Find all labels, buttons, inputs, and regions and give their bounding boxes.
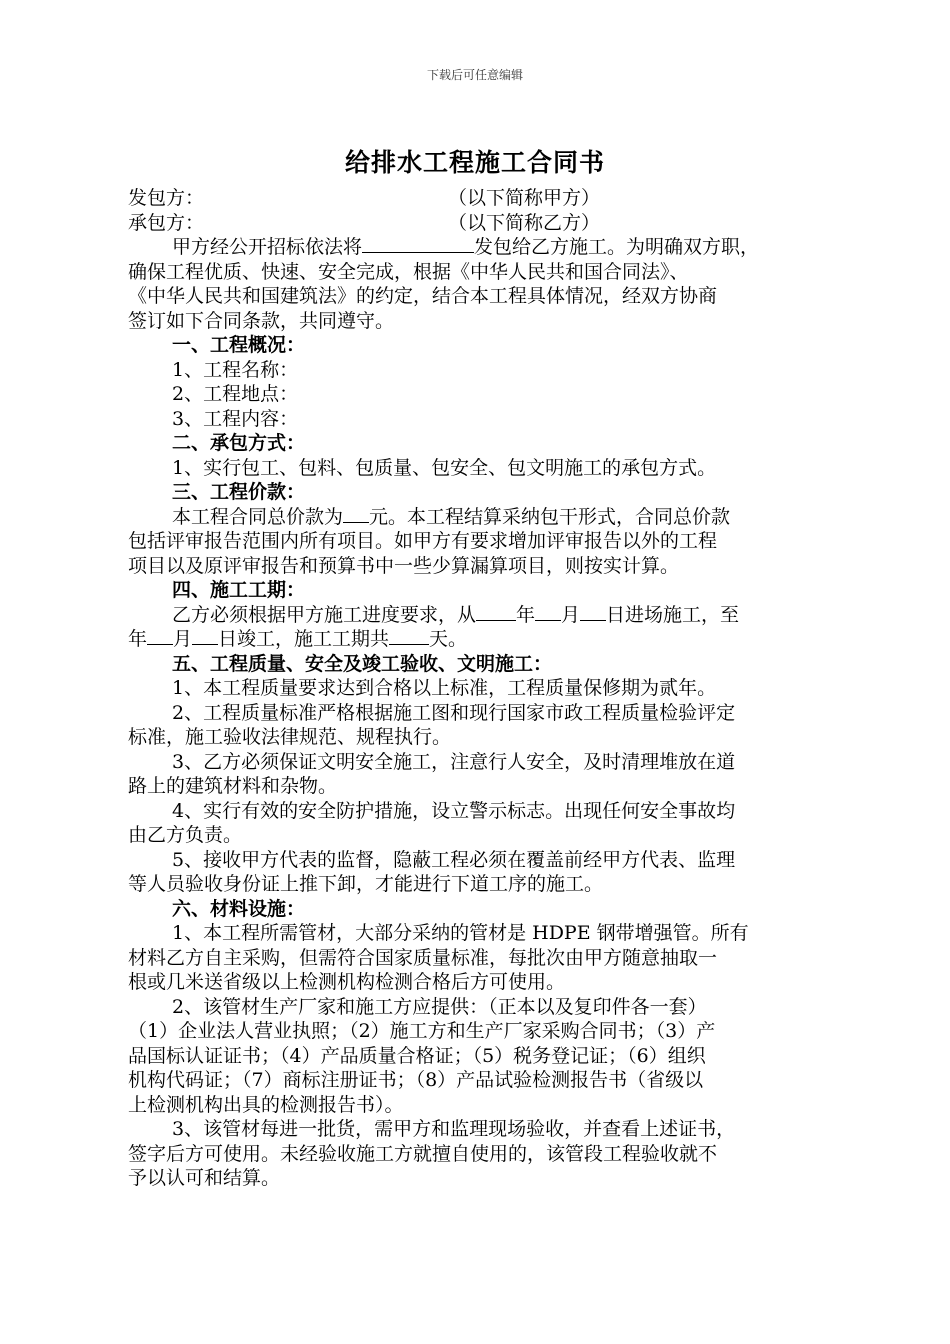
price-line-3: 项目以及原评审报告和预算书中一些少算漏算项目，则按实计算。	[128, 554, 680, 577]
material-item-3-line-2: 签字后方可使用。未经验收施工方就擅自使用的，该管段工程验收就不	[128, 1142, 718, 1165]
schedule-days: 天。	[429, 628, 468, 650]
material-item-2-line-3: 品国标认证证书；（4）产品质量合格证；（5）税务登记证；（6）组织	[128, 1044, 706, 1067]
material-item-2-line-1: 2、该管材生产厂家和施工方应提供：（正本以及复印件各一套）	[172, 995, 707, 1018]
price-line-1	[128, 505, 833, 530]
end-day-blank	[192, 627, 218, 645]
project-blank	[362, 235, 474, 253]
party-b-note: （以下简称乙方）	[448, 211, 601, 234]
quality-item-3-line-1: 3、乙方必须保证文明安全施工，注意行人安全，及时清理堆放在道	[172, 750, 736, 773]
quality-item-4-line-2: 由乙方负责。	[128, 824, 243, 846]
intro-line-4: 签订如下合同条款，共同遵守。	[128, 309, 395, 332]
start-month-blank	[535, 603, 561, 621]
material-item-3-line-3: 予以认可和结算。	[128, 1167, 281, 1189]
project-location-item: 2、工程地点：	[172, 383, 299, 405]
party-b-line	[128, 211, 833, 236]
price-blank	[343, 505, 369, 523]
end-month-blank	[147, 627, 173, 645]
schedule-month-1: 月	[561, 603, 581, 626]
schedule-line-2	[128, 627, 833, 652]
project-name-item: 1、工程名称：	[172, 358, 299, 381]
intro-pre: 甲方经公开招标依法将	[172, 236, 363, 258]
start-year-blank	[476, 603, 516, 621]
price-post: 元。本工程结算采纳包干形式，合同总价款	[369, 505, 731, 528]
material-item-3-line-1: 3、该管材每进一批货，需甲方和监理现场验收，并查看上述证书，	[172, 1118, 736, 1140]
document-title: 给排水工程施工合同书	[344, 148, 605, 177]
quality-item-1: 1、本工程质量要求达到合格以上标准，工程质量保修期为贰年。	[172, 677, 717, 699]
material-item-1-line-3: 根或几米送省级以上检测机构检测合格后方可使用。	[128, 971, 566, 993]
section-2-heading: 二、承包方式：	[172, 432, 306, 454]
quality-item-3-line-2: 路上的建筑材料和杂物。	[128, 775, 338, 797]
intro-line-2: 确保工程优质、快速、安全完成，根据《中华人民共和国合同法》、	[128, 260, 689, 283]
party-b-label: 承包方：	[128, 211, 205, 234]
section-3-heading: 三、工程价款：	[172, 481, 306, 503]
section-1-heading: 一、工程概况：	[172, 334, 306, 356]
schedule-day-2: 日竣工，施工工期共	[218, 628, 390, 650]
intro-line-3: 《中华人民共和国建筑法》的约定，结合本工程具体情况，经双方协商	[128, 285, 718, 307]
material-item-2-line-4: 机构代码证；（7）商标注册证书；（8）产品试验检测报告书（省级以	[128, 1069, 704, 1091]
schedule-year-1: 年	[516, 603, 536, 626]
material-item-2-line-2: （1）企业法人营业执照；（2）施工方和生产厂家采购合同书；（3）产	[128, 1020, 716, 1042]
material-item-2-line-5: 上检测机构出具的检测报告书）。	[128, 1093, 404, 1116]
start-day-blank	[580, 603, 606, 621]
duration-blank	[389, 627, 429, 645]
document-body	[128, 186, 833, 1191]
party-a-note: （以下简称甲方）	[448, 187, 601, 209]
party-a-label: 发包方：	[128, 187, 205, 209]
quality-item-4-line-1: 4、实行有效的安全防护措施，设立警示标志。出现任何安全事故均	[172, 799, 736, 822]
material-item-1-line-2: 材料乙方自主采购，但需符合国家质量标准，每批次由甲方随意抽取一	[128, 946, 718, 969]
schedule-year-2: 年	[128, 628, 148, 650]
quality-item-2-line-1: 2、工程质量标准严格根据施工图和现行国家市政工程质量检验评定	[172, 701, 736, 724]
intro-line-1	[128, 235, 833, 260]
quality-item-2-line-2: 标准，施工验收法律规范、规程执行。	[128, 726, 452, 748]
price-line-2: 包括评审报告范围内所有项目。如甲方有要求增加评审报告以外的工程	[128, 530, 718, 552]
section-4-heading: 四、施工工期：	[172, 579, 306, 601]
section-5-heading: 五、工程质量、安全及竣工验收、文明施工：	[172, 652, 553, 675]
contract-mode-item: 1、实行包工、包料、包质量、包安全、包文明施工的承包方式。	[172, 456, 717, 479]
section-6-heading: 六、材料设施：	[172, 897, 306, 920]
schedule-month-2: 月	[173, 628, 193, 650]
project-content-item: 3、工程内容：	[172, 407, 299, 430]
quality-item-5-line-1: 5、接收甲方代表的监督，隐蔽工程必须在覆盖前经甲方代表、监理	[172, 848, 736, 871]
page-header: 下载后可任意编辑	[426, 68, 523, 82]
schedule-line-1	[128, 603, 833, 628]
party-a-line	[128, 186, 833, 211]
intro-post: 发包给乙方施工。为明确双方职，	[474, 236, 760, 258]
material-item-1-line-1: 1、本工程所需管材，大部分采纳的管材是 HDPE 钢带增强管。所有	[172, 922, 749, 944]
schedule-day-1: 日进场施工，至	[606, 603, 740, 626]
schedule-pre: 乙方必须根据甲方施工进度要求，从	[172, 603, 477, 626]
quality-item-5-line-2: 等人员验收身份证上推下卸，才能进行下道工序的施工。	[128, 873, 604, 895]
price-pre: 本工程合同总价款为	[172, 505, 344, 528]
